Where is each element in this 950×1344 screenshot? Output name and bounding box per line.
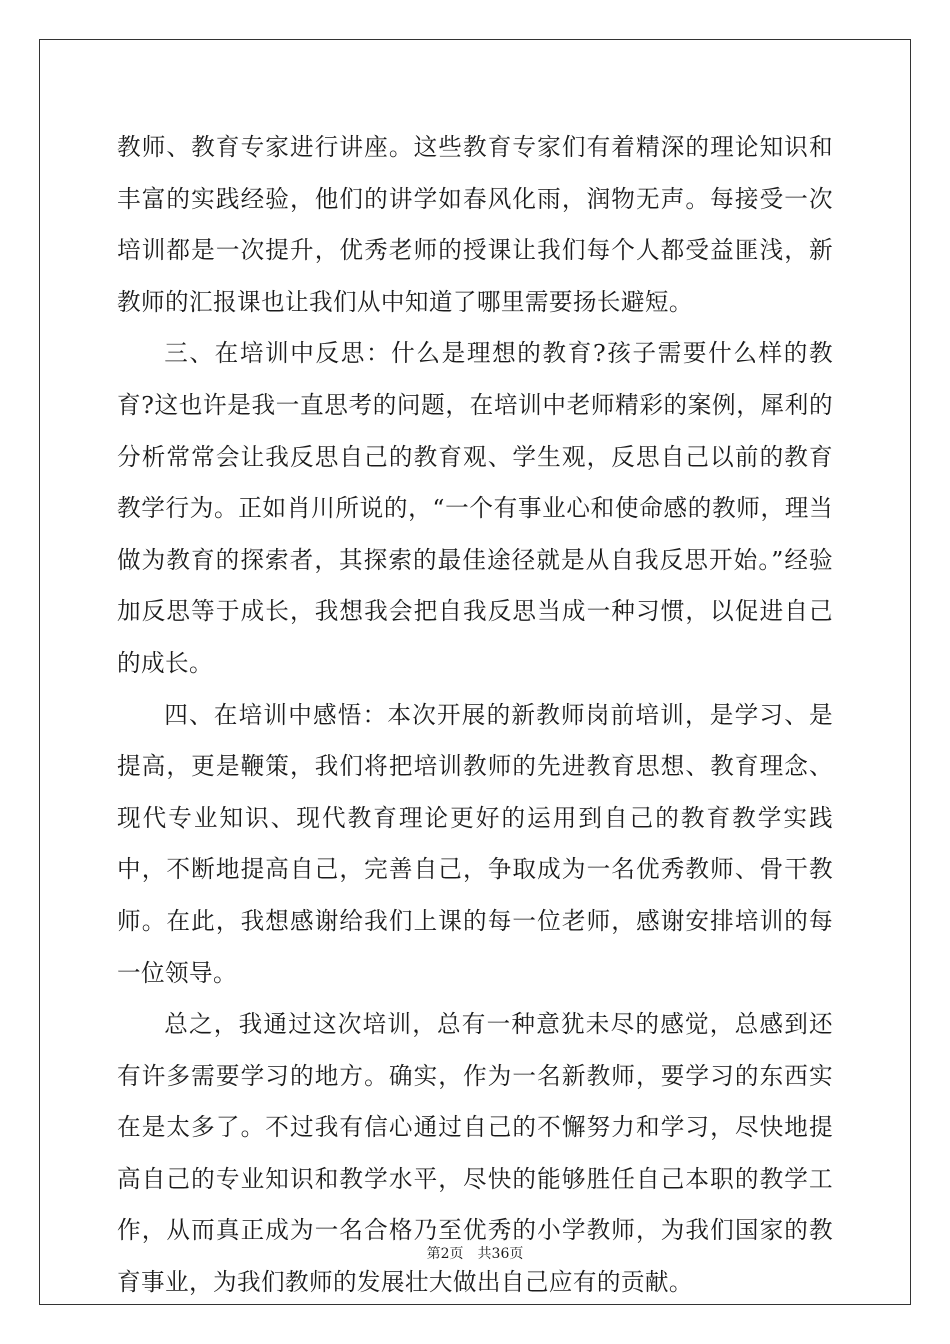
document-body: [117, 122, 833, 1309]
paragraph-insight: 四、在培训中感悟：本次开展的新教师岗前培训，是学习、是提高，更是鞭策，我们将把培训教师的先进教育思想、教育理念、现代专业知识、现代教育理论更好的运用到自己的教育教学实践中，不断地提高自己，完善自己，争取成为一名优秀教师、骨干教师。在此，我想感谢给我们上课的每一位老师，感谢安排培训的每一位领导。: [117, 700, 833, 987]
page-footer: [0, 1244, 950, 1264]
paragraph-conclusion: 总之，我通过这次培训，总有一种意犹未尽的感觉，总感到还有许多需要学习的地方。确实，作为一名新教师，要学习的东西实在是太多了。不过我有信心通过自己的不懈努力和学习，尽快地提高自己的专业知识和教学水平，尽快的能够胜任自己本职的教学工作，从而真正成为一名合格乃至优秀的小学教师，为我们国家的教育事业，为我们教师的发展壮大做出自己应有的贡献。: [117, 1010, 833, 1297]
page-total: 共36页: [477, 1246, 524, 1262]
paragraph-reflection: 三、在培训中反思：什么是理想的教育?孩子需要什么样的教育?这也许是我一直思考的问题，在培训中老师精彩的案例，犀利的分析常常会让我反思自己的教育观、学生观，反思自己以前的教育教学行为。正如肖川所说的，“一个有事业心和使命感的教师，理当做为教育的探索者，其探索的最佳途径就是从自我反思开始。”经验加反思等于成长，我想我会把自我反思当成一种习惯，以促进自己的成长。: [117, 339, 833, 677]
page-number: 第2页: [426, 1246, 464, 1262]
paragraph-continuation: 教师、教育专家进行讲座。这些教育专家们有着精深的理论知识和丰富的实践经验，他们的讲学如春风化雨，润物无声。每接受一次培训都是一次提升，优秀老师的授课让我们每个人都受益匪浅，新教师的汇报课也让我们从中知道了哪里需要扬长避短。: [117, 133, 833, 316]
